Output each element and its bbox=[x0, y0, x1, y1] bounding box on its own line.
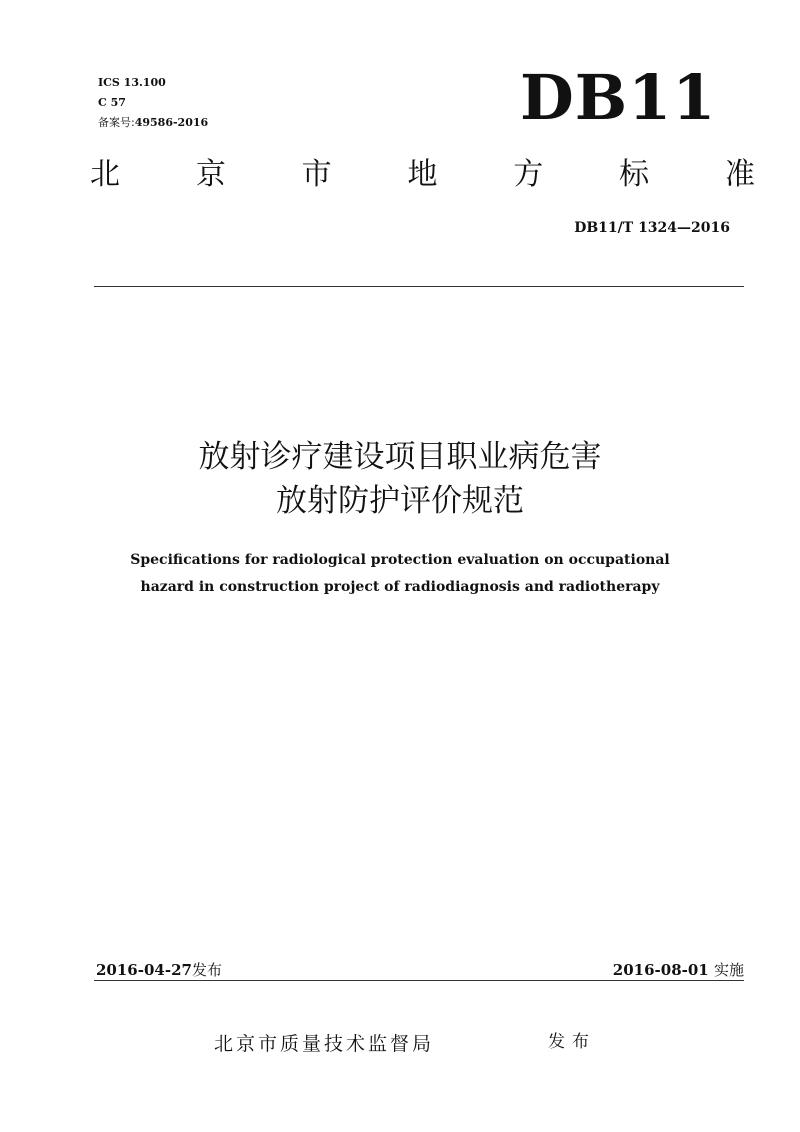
standard-type-heading bbox=[90, 150, 755, 200]
standard-number: DB11/T 1324—2016 bbox=[574, 220, 730, 236]
effective-date bbox=[540, 958, 744, 982]
standard-type-char: 地 bbox=[407, 157, 438, 192]
title-en-line1: Specifications for radiological protection evaluation on occupational bbox=[130, 552, 670, 568]
filing-record bbox=[98, 116, 208, 130]
filing-label: 备案号: bbox=[98, 116, 135, 129]
standard-type-char: 北 bbox=[90, 157, 120, 192]
title-cn-line2: 放射防护评价规范 bbox=[276, 483, 524, 519]
standard-type-char: 方 bbox=[513, 157, 544, 192]
publish-label: 发布 bbox=[548, 1032, 596, 1052]
title-cn-line1: 放射诊疗建设项目职业病危害 bbox=[198, 439, 602, 475]
effective-date-value: 2016-08-01 bbox=[612, 961, 709, 979]
db11-logo: DB11 bbox=[520, 61, 717, 134]
issue-date-label: 发布 bbox=[191, 961, 222, 979]
ccs-code: C 57 bbox=[98, 96, 126, 109]
standard-type-char: 京 bbox=[195, 157, 226, 192]
filing-number: 49586-2016 bbox=[134, 116, 209, 129]
standard-type-char: 准 bbox=[724, 157, 755, 192]
issue-date-value: 2016-04-27 bbox=[96, 961, 192, 979]
effective-date-label: 实施 bbox=[713, 961, 744, 979]
footer-divider bbox=[94, 980, 744, 981]
publisher-name: 北京市质量技术监督局 bbox=[214, 1033, 435, 1055]
issue-date bbox=[96, 958, 222, 982]
standard-type-char: 市 bbox=[301, 157, 332, 192]
header-divider bbox=[94, 286, 744, 287]
ics-code: ICS 13.100 bbox=[98, 76, 166, 89]
title-en-line2: hazard in construction project of radiodiagnosis and radiotherapy bbox=[140, 579, 660, 595]
standard-type-char: 标 bbox=[619, 157, 650, 192]
